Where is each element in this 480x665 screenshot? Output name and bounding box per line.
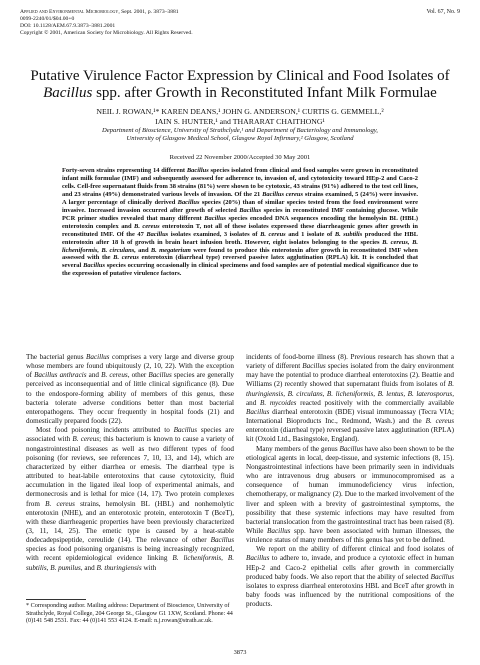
species-name: B. thuringiensis, B. circulans, B. licheniformis, B. lentus, B. laterosporus, [246, 380, 454, 398]
text-run: ; this bacterium is known to cause a variety of nongastrointestinal diseases as well as two different types of food poisoning (for reviews, see references 7, 10, 13, and 14), which are characterized by either diarrhea or emesis. The diarrheal type is attributed to heat-labile enterotoxins that cause cytotoxicity, fluid accumulation in the ligated ileal loop of experimental animals, and dermonecrosis and is lethal for mice (14, 17). Two protein complexes from [26, 435, 234, 508]
text-run: spp. have been associated with human illnesses, the virulence status of many members of this genus has yet to be defined. [246, 526, 455, 545]
species-name: Bacillus [210, 536, 234, 545]
species-name: B. cereus [134, 222, 160, 230]
text-run: species are generally perceived as inconsequential and of little clinical significance (8). Due to the endospore-forming ability of members of this genus, these bacteria tolerate adverse conditions better than most bacterial enteropathogens. They occur frequently in hospital foods (21) and domestically prepared foods (22). [26, 371, 234, 426]
text-run: Many members of the genus [256, 444, 340, 453]
text-run: and [246, 398, 261, 407]
affiliation-line-2: University of Glasgow Medical School, Glasgow Royal Infirmary,² Glasgow, Scotland [126, 135, 354, 143]
affiliation-line-1: Department of Bioscience, University of Strathclyde,¹ and Department of Bacteriology and Immunology, [102, 127, 378, 134]
species-name: Bacillus [246, 407, 270, 416]
journal-name: Applied and Environmental Microbiology [20, 9, 119, 15]
text-run: species isolated from clinical and food samples were grown in reconstituted infant milk formulae (IMF) and subsequently assessed for adherence to, invasion of, and cytotoxicity toward HEp-2 and Caco-2 cells. Cell-free supernatant fluids from 38 strains (81%) were shown to be cytotoxic, 43 strains (91%) adhered to the test cell lines, and 23 strains (49%) demonstrated various levels of invasion. Of the 21 [62, 167, 419, 198]
text-run: species in reconstituted IMF containing glucose. While PCR primer studies revealed that many different [62, 206, 418, 222]
running-header [20, 9, 320, 37]
species-name: B. cereus, B. licheniformis, B. circulans, [62, 238, 418, 254]
species-name: Bacillus [302, 362, 326, 371]
text-run: reacted positively with the commercially available [296, 398, 454, 407]
doi: DOI: 10.1128/AEM.67.9.3873–3881.2001 [20, 23, 116, 29]
corresponding-author-footnote: * Corresponding author. Mailing address: Department of Bioscience, University of Strathclyde, Royal College, 204 George St., Glasgow G1 1XW, Scotland. Phone: 44 (0)141 548 2531. Fax: 44 (0)141 553 4124. E-mail: n.j.rowan@strath.ac.uk. [26, 603, 233, 625]
volume-issue: Vol. 67, No. 9 [426, 9, 460, 15]
species-name: B. cereus [113, 254, 139, 262]
text-run: and [82, 563, 97, 572]
body-column-right [246, 353, 454, 609]
species-name: B. cereus [72, 435, 100, 444]
text-run: enterotoxin (diarrheal type) reversed passive latex agglutination (RPLA) kit (Oxoid Ltd., Basingstoke, England). [246, 426, 454, 444]
text-run: species are associated with [26, 426, 234, 444]
copyright: Copyright © 2001, American Society for Microbiology. All Rights Reserved. [20, 30, 193, 36]
text-run: strains examined, 5 (24%) were invasive. A larger percentage of clinically derived [62, 190, 419, 206]
species-name: B. mycoides [260, 398, 297, 407]
text-run: diarrheal enterotoxin (BDE) visual immunoassay (Tecra VIA; International Bioproducts Inc., Redmond, Wash.) and the [246, 407, 454, 426]
text-run: and [135, 246, 151, 254]
issn: 0099-2240/01/$04.00+0 [20, 16, 75, 22]
species-name: B. thuringiensis [96, 563, 142, 572]
text-run: have also been shown to be the etiological agents in local, deep-tissue, and systemic infections (8, 15). Nongastrointestinal infections have been primarily seen in individuals who are intravenous drug abusers or immunocompromised as a consequence of human immunodeficiency virus infection, chemotherapy, or malignancy (2). Due to the marked involvement of the liver and spleen with a brevity of gastrointestinal symptoms, the possibility that these systemic infections may have resulted from bacterial translocation from the gastrointestinal tract has been raised (8). While [246, 444, 455, 535]
text-run: incidents of food-borne illness (8). Previous research has shown that a variety of different [246, 353, 454, 371]
received-dates: Received 22 November 2000/Accepted 30 May 2001 [169, 154, 311, 161]
text-run: species occurring occasionally in clinical specimens and food samples are of potential medical significance due to the expression of putative virulence factors. [62, 262, 418, 278]
species-name: Bacillus [267, 526, 291, 535]
species-name: B. cereus [425, 417, 454, 426]
text-run: were found to produce this enterotoxin after growth in reconstituted IMF when assessed with the [62, 246, 418, 262]
species-name: B. cereus [101, 371, 128, 380]
text-run: produced the HBL enterotoxin after 18 h of growth in brain heart infusion broth. However, eight isolates belonging to the species [62, 230, 418, 246]
text-run: enterotoxin (diarrheal type) reversed passive latex agglutination (RPLA) kit. It is concluded that several [62, 254, 418, 270]
species-name: Bacillus [430, 572, 454, 581]
body-paragraph [26, 426, 234, 573]
species-name: Bacillus [239, 206, 262, 214]
body-paragraph [246, 353, 454, 445]
species-name: Bacillus [83, 262, 105, 270]
text-run: isolates to express diarrheal enterotoxins HBL and BceT after growth in baby foods was influenced by the nutritional compositions of the products. [246, 581, 454, 609]
title-genus: Bacillus [43, 85, 93, 101]
text-run: species encoded DNA sequences encoding the hemolysin BL (HBL) enterotoxin complex and [62, 214, 418, 230]
species-name: Bacillus [148, 371, 172, 380]
text-run: The bacterial genus [26, 353, 87, 361]
body-paragraph [246, 445, 454, 546]
text-run: species (20%) than of similar species tested from the food environment were invasive. Increased invasion occurred after growth of selected [62, 198, 418, 214]
text-run: We report on the ability of different clinical and food isolates of [256, 545, 454, 554]
footnote-rule [26, 599, 86, 600]
species-name: Bacillus [204, 214, 227, 222]
species-name: Bacillus [186, 167, 209, 174]
authors-line-1: NEIL J. ROWAN,¹* KAREN DEANS,¹ JOHN G. ANDERSON,¹ CURTIS G. GEMMELL,² [96, 107, 384, 116]
species-name: Bacillus [246, 554, 270, 563]
species-name: Bacillus [339, 444, 363, 453]
article-title: Putative Virulence Factor Expression by Clinical and Food Isolates of Bacillus spp. after Growth in Reconstituted Infant Milk Formulae [30, 68, 450, 101]
species-name: Bacillus [86, 353, 110, 361]
body-paragraph [246, 545, 454, 609]
species-name: Bacillus cereus [262, 190, 303, 198]
affiliations [30, 127, 450, 144]
text-run: and [86, 371, 102, 380]
author-list [30, 107, 450, 126]
text-run: , other [127, 371, 149, 380]
abstract [62, 167, 418, 278]
text-run: isolates examined, 3 isolates of [168, 230, 261, 238]
body-column-left [26, 353, 234, 573]
text-run: and 1 isolate of [285, 230, 335, 238]
text-run: strains, hemolysin BL (HBL) and nonhemolytic enterotoxin (NHE), and an enterotoxic protein, enterotoxin T (BceT), with these diarrheagenic properties have been previously characterized (3, 11, 14, 25). The emetic type is caused by a heat-stable dodecadepsipeptide, cereulide (14). The relevance of other [26, 499, 234, 545]
species-name: Bacillus [173, 426, 197, 435]
species-name: B. subtilis [334, 230, 363, 238]
text-run: comprises a very large and diverse group whose members are found ubiquitously (2, 10, 22). With the exception of [26, 353, 234, 380]
text-run: species as food poisoning organisms is being increasingly recognized, with recent epidemiological evidence linking [26, 545, 234, 563]
species-name: Bacillus [146, 230, 169, 238]
body-paragraph [26, 353, 234, 426]
page-number: 3873 [233, 649, 247, 656]
text-run: to adhere to, invade, and produce a cytotoxic effect in human HEp-2 and Caco-2 epithelial cells after growth in commercially produced baby foods. We also report that the ability of selected [246, 554, 454, 581]
species-name: B. megaterium [150, 246, 191, 254]
species-name: Bacillus [177, 198, 200, 206]
text-run: enterotoxin T, not all of these isolates expressed these diarrheagenic genes after growth in reconstituted IMF. Of the 47 [62, 222, 418, 238]
species-name: B. cereus [45, 499, 75, 508]
text-run: species isolated from the dairy environment may have the potential to produce diarrheal enterotoxins (2). Beattie and Williams (2) recently showed that supernatant fluids from isolates of [246, 362, 454, 389]
text-run: Forty-seven strains representing 14 different [62, 167, 187, 174]
issue-line: , Sept. 2001, p. 3873–3881 [118, 9, 179, 15]
authors-line-2: IAIN S. HUNTER,¹ and THARARAT CHAITHONG¹ [155, 116, 325, 126]
species-name: B. licheniformis, B. subtilis, B. pumilus, [26, 554, 234, 572]
species-name: Bacillus anthracis [34, 371, 87, 380]
text-run: Most food poisoning incidents attributed to [36, 426, 174, 435]
species-name: B. cereus [260, 230, 286, 238]
text-run: with [141, 563, 157, 572]
